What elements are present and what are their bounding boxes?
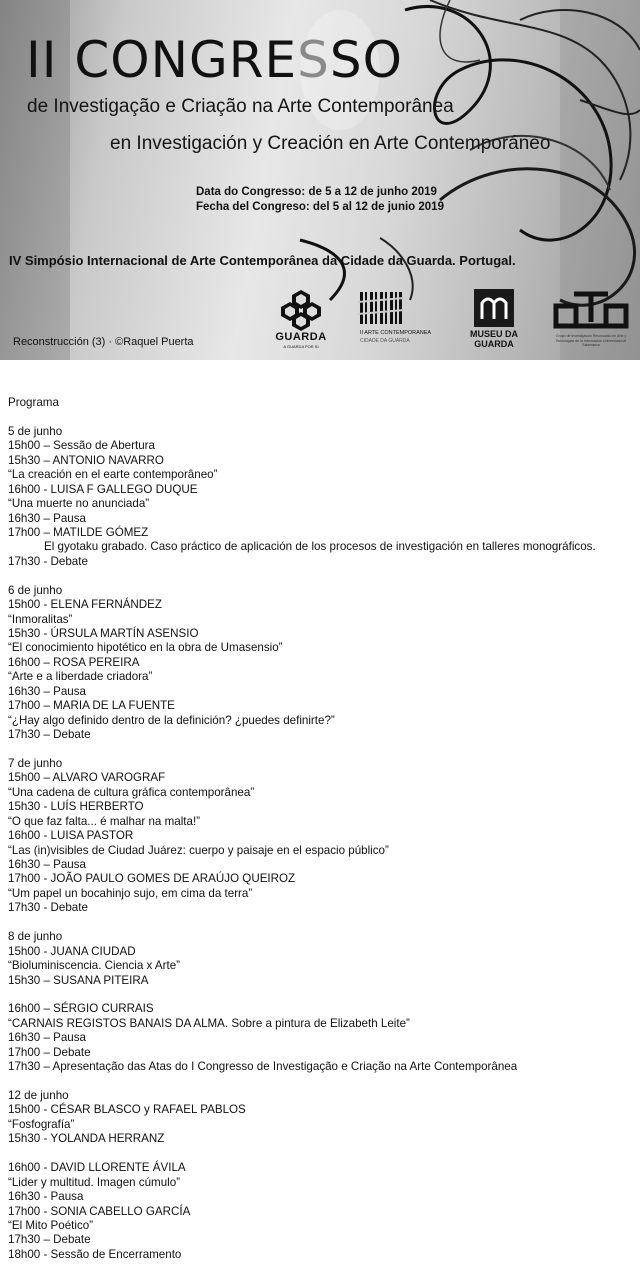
congress-title: II CONGRESSO (26, 31, 403, 89)
schedule-entry: 17h00 – MATILDE GÓMEZ (8, 525, 149, 539)
research-group-emblem-icon (552, 288, 630, 332)
schedule-entry: 16h30 – Pausa (8, 684, 87, 698)
guarda-logo: GUARDA A GUARDA POR SI (270, 290, 332, 352)
schedule-entry: 16h30 - Pausa (8, 1190, 84, 1204)
schedule-entry: “Um papel un bocahinjo sujo, em cima da terra” (8, 886, 253, 900)
museu-guarda-logo: MUSEU DA GUARDA (470, 287, 518, 351)
schedule-entry: 15h30 - YOLANDA HERRANZ (8, 1132, 165, 1146)
guarda-emblem-icon (270, 290, 332, 332)
schedule-entry: “Fosfografía” (8, 1117, 75, 1131)
artwork-credit: Reconstrucción (3) · ©Raquel Puerta (13, 336, 194, 348)
schedule-entry: 17h00 – Debate (8, 1045, 91, 1059)
schedule-entry: “El conocimiento hipotético en la obra de Umasensio” (8, 641, 283, 655)
schedule-entry: 17h30 - Debate (8, 901, 88, 915)
schedule-entry: 15h00 - CÉSAR BLASCO y RAFAEL PABLOS (8, 1103, 246, 1117)
day-date: 5 de junho (8, 424, 63, 438)
spacer (8, 743, 636, 757)
research-group-logo: Grupo de Investigación Reconocido en Arte y Tecnologías de la Información Universidad de Salamanca (552, 288, 630, 352)
schedule-entry: “Una muerte no anunciada” (8, 497, 150, 511)
schedule-entry: 16h00 – SÉRGIO CURRAIS (8, 1002, 154, 1016)
schedule-entry: 15h30 - LUÍS HERBERTO (8, 800, 144, 814)
symposium-title: IV Simpósio Internacional de Arte Contemporânea da Cidade da Guarda. Portugal. (9, 253, 516, 268)
schedule-entry: 15h30 - ÚRSULA MARTÍN ASENSIO (8, 627, 199, 640)
stripes-emblem-icon (358, 290, 404, 326)
schedule-entry: 17h30 – Apresentação das Atas do I Congresso de Investigação e Criação na Arte Contemporânea (8, 1060, 518, 1074)
schedule-entry: 15h00 – ALVARO VAROGRAF (8, 771, 166, 785)
congress-date-spanish: Fecha del Congreso: del 5 al 12 de junio 2019 (196, 201, 444, 213)
schedule-entry: 15h00 – Sessão de Abertura (8, 439, 155, 453)
program-heading: Programa (8, 396, 59, 409)
schedule-entry: 16h30 – Pausa (8, 858, 87, 871)
schedule-entry: 16h30 – Pausa (8, 511, 87, 525)
schedule-entry: “O que faz falta... é malhar na malta!” (8, 814, 201, 828)
subtitle-spanish: en Investigación y Creación en Arte Contemporáneo (110, 133, 551, 154)
schedule-entry: “Una cadena de cultura gráfica contemporânea” (8, 785, 255, 799)
schedule-entry: 15h00 - ELENA FERNÁNDEZ (8, 598, 162, 612)
schedule-entry: 15h30 – SUSANA PITEIRA (8, 973, 149, 987)
schedule-entry: 16h00 – ROSA PEREIRA (8, 655, 140, 669)
spacer (8, 988, 636, 1002)
schedule-entry: “CARNAIS REGISTOS BANAIS DA ALMA. Sobre a pintura de Elizabeth Leite” (8, 1016, 410, 1030)
spacer (8, 410, 636, 424)
schedule-entry: “El Mito Poético” (8, 1218, 94, 1232)
spacer (8, 916, 636, 930)
schedule-entry: 16h00 - DAVID LLORENTE ÁVILA (8, 1161, 186, 1175)
schedule-entry: 17h00 - JOÃO PAULO GOMES DE ARAÚJO QUEIROZ (8, 872, 296, 886)
schedule-entry: “Arte e a liberdade criadora” (8, 670, 153, 684)
day-date: 7 de junho (8, 756, 63, 770)
spacer (8, 569, 636, 583)
schedule-entry: 17h30 – Debate (8, 1233, 91, 1247)
day-date: 6 de junho (8, 583, 63, 597)
schedule-entry: “La creación en el earte contemporâneo” (8, 468, 218, 482)
arte-contemporanea-logo: II ARTE CONTEMPORANEA CIDADE DA GUARDA (358, 290, 436, 348)
schedule-entry: 17h00 - SONIA CABELLO GARCÍA (8, 1204, 191, 1218)
schedule-entry: 16h00 - LUISA F GALLEGO DUQUE (8, 482, 198, 496)
program-schedule (8, 396, 636, 1262)
congress-date-portuguese: Data do Congresso: de 5 a 12 de junho 2019 (196, 186, 437, 198)
schedule-entry: El gyotaku grabado. Caso práctico de aplicación de los procesos de investigación en talleres monográficos. (44, 540, 596, 554)
schedule-entry: 17h30 – Debate (8, 728, 91, 742)
schedule-entry: 17h00 – MARIA DE LA FUENTE (8, 699, 175, 713)
schedule-entry: “Bioluminiscencia. Ciencia x Arte” (8, 959, 181, 973)
subtitle-portuguese: de Investigação e Criação na Arte Contemporânea (27, 96, 454, 117)
schedule-entry: “Lider y multitud. Imagen cúmulo” (8, 1175, 181, 1189)
schedule-entry: “Inmoralitas” (8, 612, 73, 626)
schedule-entry: 17h30 - Debate (8, 554, 88, 568)
spacer (8, 1075, 636, 1089)
museum-emblem-icon (474, 289, 514, 327)
schedule-entry: 15h30 – ANTONIO NAVARRO (8, 453, 164, 467)
schedule-entry: 18h00 - Sessão de Encerramento (8, 1247, 182, 1261)
schedule-entry: 16h00 - LUISA PASTOR (8, 829, 134, 843)
spacer (8, 1147, 636, 1161)
header-banner (0, 0, 640, 360)
schedule-entry: “Las (in)visibles de Ciudad Juárez: cuerpo y paisaje en el espacio público” (8, 843, 389, 857)
day-date: 8 de junho (8, 930, 63, 944)
schedule-entry: 16h30 – Pausa (8, 1031, 87, 1045)
day-date: 12 de junho (8, 1089, 69, 1102)
schedule-entry: 15h00 - JUANA CIUDAD (8, 944, 136, 958)
schedule-entry: “¿Hay algo definido dentro de la definición? ¿puedes definirte?” (8, 713, 335, 727)
